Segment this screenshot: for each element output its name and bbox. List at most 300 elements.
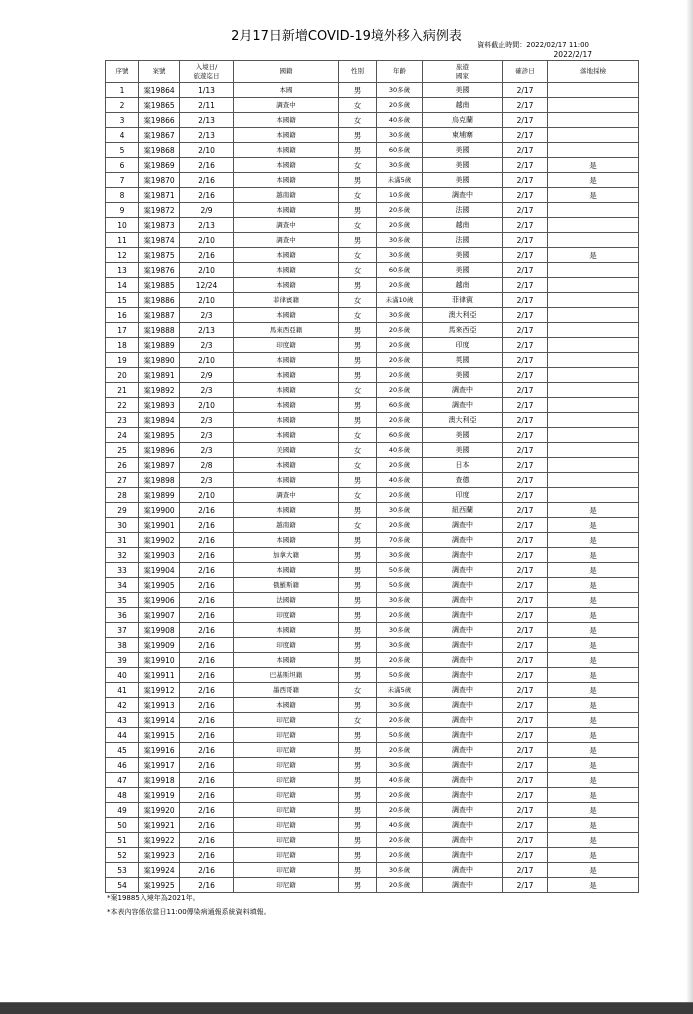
cell-age: 20多歲 bbox=[377, 788, 423, 803]
cell-diagnosis-date: 2/17 bbox=[503, 608, 548, 623]
cell-nationality: 本國籍 bbox=[234, 428, 339, 443]
cell-case-id: 案19919 bbox=[139, 788, 180, 803]
table-row bbox=[106, 773, 639, 788]
cell-diagnosis-date: 2/17 bbox=[503, 128, 548, 143]
cell-airport-test bbox=[548, 353, 639, 368]
table-row bbox=[106, 668, 639, 683]
cell-case-id: 案19896 bbox=[139, 443, 180, 458]
cell-diagnosis-date: 2/17 bbox=[503, 833, 548, 848]
cell-diagnosis-date: 2/17 bbox=[503, 428, 548, 443]
cell-nationality: 越南籍 bbox=[234, 188, 339, 203]
cell-diagnosis-date: 2/17 bbox=[503, 548, 548, 563]
cell-diagnosis-date: 2/17 bbox=[503, 278, 548, 293]
table-row bbox=[106, 488, 639, 503]
cell-diagnosis-date: 2/17 bbox=[503, 203, 548, 218]
cell-diagnosis-date: 2/17 bbox=[503, 668, 548, 683]
cell-entry-date: 2/13 bbox=[180, 128, 234, 143]
cell-entry-date: 2/11 bbox=[180, 98, 234, 113]
cell-travel-country: 調查中 bbox=[423, 698, 503, 713]
cell-airport-test: 是 bbox=[548, 818, 639, 833]
cell-nationality: 本國籍 bbox=[234, 173, 339, 188]
cell-nationality: 本國籍 bbox=[234, 263, 339, 278]
cell-diagnosis-date: 2/17 bbox=[503, 113, 548, 128]
cell-index: 19 bbox=[106, 353, 139, 368]
cell-case-id: 案19924 bbox=[139, 863, 180, 878]
table-row bbox=[106, 263, 639, 278]
cell-diagnosis-date: 2/17 bbox=[503, 518, 548, 533]
cell-age: 40多歲 bbox=[377, 818, 423, 833]
cell-case-id: 案19893 bbox=[139, 398, 180, 413]
cell-travel-country: 調查中 bbox=[423, 668, 503, 683]
cell-travel-country: 調查中 bbox=[423, 398, 503, 413]
cell-sex: 女 bbox=[339, 443, 377, 458]
cell-diagnosis-date: 2/17 bbox=[503, 773, 548, 788]
cell-index: 37 bbox=[106, 623, 139, 638]
cell-entry-date: 2/13 bbox=[180, 323, 234, 338]
cell-airport-test: 是 bbox=[548, 788, 639, 803]
table-row bbox=[106, 368, 639, 383]
cell-entry-date: 2/16 bbox=[180, 503, 234, 518]
cell-nationality: 印尼籍 bbox=[234, 743, 339, 758]
cell-travel-country: 調查中 bbox=[423, 848, 503, 863]
cell-index: 50 bbox=[106, 818, 139, 833]
cell-entry-date: 2/16 bbox=[180, 683, 234, 698]
cell-travel-country: 美國 bbox=[423, 368, 503, 383]
cell-nationality: 俄羅斯籍 bbox=[234, 578, 339, 593]
cell-age: 30多歲 bbox=[377, 128, 423, 143]
cell-sex: 男 bbox=[339, 233, 377, 248]
cell-sex: 男 bbox=[339, 323, 377, 338]
cell-travel-country: 美國 bbox=[423, 158, 503, 173]
cell-case-id: 案19904 bbox=[139, 563, 180, 578]
cell-entry-date: 2/3 bbox=[180, 308, 234, 323]
cell-entry-date: 2/16 bbox=[180, 788, 234, 803]
cell-diagnosis-date: 2/17 bbox=[503, 878, 548, 893]
cell-airport-test: 是 bbox=[548, 743, 639, 758]
cell-diagnosis-date: 2/17 bbox=[503, 848, 548, 863]
cell-sex: 男 bbox=[339, 368, 377, 383]
cell-airport-test: 是 bbox=[548, 833, 639, 848]
cell-airport-test: 是 bbox=[548, 698, 639, 713]
cell-diagnosis-date: 2/17 bbox=[503, 593, 548, 608]
cell-age: 60多歲 bbox=[377, 428, 423, 443]
table-row bbox=[106, 278, 639, 293]
cell-travel-country: 紐西蘭 bbox=[423, 503, 503, 518]
cell-travel-country: 澳大利亞 bbox=[423, 413, 503, 428]
cell-case-id: 案19869 bbox=[139, 158, 180, 173]
cell-age: 60多歲 bbox=[377, 143, 423, 158]
cell-sex: 女 bbox=[339, 188, 377, 203]
cell-airport-test: 是 bbox=[548, 563, 639, 578]
cell-nationality: 本國籍 bbox=[234, 653, 339, 668]
cell-nationality: 本國籍 bbox=[234, 203, 339, 218]
cell-entry-date: 2/16 bbox=[180, 803, 234, 818]
cell-age: 30多歲 bbox=[377, 233, 423, 248]
cell-age: 30多歲 bbox=[377, 623, 423, 638]
cell-case-id: 案19917 bbox=[139, 758, 180, 773]
cell-diagnosis-date: 2/17 bbox=[503, 683, 548, 698]
cell-index: 35 bbox=[106, 593, 139, 608]
cell-index: 20 bbox=[106, 368, 139, 383]
cell-travel-country: 烏克蘭 bbox=[423, 113, 503, 128]
cell-entry-date: 2/16 bbox=[180, 713, 234, 728]
cell-airport-test: 是 bbox=[548, 608, 639, 623]
table-row bbox=[106, 173, 639, 188]
table-row bbox=[106, 728, 639, 743]
cell-case-id: 案19922 bbox=[139, 833, 180, 848]
cell-index: 49 bbox=[106, 803, 139, 818]
table-row bbox=[106, 128, 639, 143]
cell-entry-date: 2/16 bbox=[180, 563, 234, 578]
cell-sex: 男 bbox=[339, 413, 377, 428]
cell-nationality: 法國籍 bbox=[234, 593, 339, 608]
cell-index: 52 bbox=[106, 848, 139, 863]
cell-sex: 女 bbox=[339, 293, 377, 308]
cell-index: 22 bbox=[106, 398, 139, 413]
cell-sex: 女 bbox=[339, 458, 377, 473]
cell-diagnosis-date: 2/17 bbox=[503, 713, 548, 728]
cell-case-id: 案19891 bbox=[139, 368, 180, 383]
cell-sex: 男 bbox=[339, 503, 377, 518]
cell-nationality: 本國籍 bbox=[234, 308, 339, 323]
cell-travel-country: 法國 bbox=[423, 233, 503, 248]
cell-sex: 男 bbox=[339, 728, 377, 743]
table-row bbox=[106, 833, 639, 848]
cell-case-id: 案19875 bbox=[139, 248, 180, 263]
cell-sex: 男 bbox=[339, 848, 377, 863]
cell-airport-test: 是 bbox=[548, 173, 639, 188]
cell-airport-test bbox=[548, 293, 639, 308]
cell-age: 20多歲 bbox=[377, 803, 423, 818]
cell-case-id: 案19867 bbox=[139, 128, 180, 143]
table-row bbox=[106, 323, 639, 338]
cell-diagnosis-date: 2/17 bbox=[503, 503, 548, 518]
cell-nationality: 調查中 bbox=[234, 233, 339, 248]
cell-diagnosis-date: 2/17 bbox=[503, 458, 548, 473]
cell-case-id: 案19870 bbox=[139, 173, 180, 188]
table-row bbox=[106, 683, 639, 698]
cell-sex: 男 bbox=[339, 833, 377, 848]
cell-index: 45 bbox=[106, 743, 139, 758]
cell-diagnosis-date: 2/17 bbox=[503, 158, 548, 173]
table-row bbox=[106, 473, 639, 488]
cell-airport-test: 是 bbox=[548, 188, 639, 203]
cases-table bbox=[105, 60, 639, 893]
table-row bbox=[106, 533, 639, 548]
cell-age: 30多歲 bbox=[377, 248, 423, 263]
cell-diagnosis-date: 2/17 bbox=[503, 248, 548, 263]
cell-nationality: 印尼籍 bbox=[234, 878, 339, 893]
cell-case-id: 案19909 bbox=[139, 638, 180, 653]
cell-nationality: 調查中 bbox=[234, 218, 339, 233]
cell-travel-country: 美國 bbox=[423, 248, 503, 263]
cell-airport-test bbox=[548, 323, 639, 338]
cell-index: 3 bbox=[106, 113, 139, 128]
cell-index: 38 bbox=[106, 638, 139, 653]
cell-entry-date: 2/10 bbox=[180, 353, 234, 368]
cell-entry-date: 2/16 bbox=[180, 533, 234, 548]
cell-travel-country: 美國 bbox=[423, 263, 503, 278]
cell-entry-date: 2/13 bbox=[180, 218, 234, 233]
cell-index: 53 bbox=[106, 863, 139, 878]
cell-age: 20多歲 bbox=[377, 653, 423, 668]
cell-age: 60多歲 bbox=[377, 263, 423, 278]
cell-sex: 女 bbox=[339, 98, 377, 113]
cell-index: 29 bbox=[106, 503, 139, 518]
cell-age: 30多歲 bbox=[377, 863, 423, 878]
cell-index: 51 bbox=[106, 833, 139, 848]
cell-airport-test: 是 bbox=[548, 713, 639, 728]
cell-case-id: 案19925 bbox=[139, 878, 180, 893]
table-row bbox=[106, 353, 639, 368]
table-row bbox=[106, 788, 639, 803]
cell-entry-date: 1/13 bbox=[180, 83, 234, 98]
cell-entry-date: 2/3 bbox=[180, 443, 234, 458]
cell-diagnosis-date: 2/17 bbox=[503, 758, 548, 773]
cell-diagnosis-date: 2/17 bbox=[503, 143, 548, 158]
cell-age: 40多歲 bbox=[377, 113, 423, 128]
cell-sex: 男 bbox=[339, 668, 377, 683]
cell-age: 50多歲 bbox=[377, 578, 423, 593]
cell-nationality: 印尼籍 bbox=[234, 758, 339, 773]
cell-nationality: 印尼籍 bbox=[234, 818, 339, 833]
cell-index: 15 bbox=[106, 293, 139, 308]
cell-diagnosis-date: 2/17 bbox=[503, 188, 548, 203]
cell-nationality: 印尼籍 bbox=[234, 728, 339, 743]
cell-sex: 男 bbox=[339, 473, 377, 488]
cell-travel-country: 調查中 bbox=[423, 593, 503, 608]
table-row bbox=[106, 563, 639, 578]
cell-airport-test bbox=[548, 488, 639, 503]
cell-entry-date: 12/24 bbox=[180, 278, 234, 293]
cell-nationality: 越南籍 bbox=[234, 518, 339, 533]
cell-age: 20多歲 bbox=[377, 833, 423, 848]
cell-diagnosis-date: 2/17 bbox=[503, 308, 548, 323]
cell-entry-date: 2/16 bbox=[180, 173, 234, 188]
cell-index: 48 bbox=[106, 788, 139, 803]
cell-entry-date: 2/16 bbox=[180, 608, 234, 623]
footnote-data-source: *本表內容係依當日11:00傳染病通報系統資料填報。 bbox=[107, 908, 271, 916]
cell-age: 20多歲 bbox=[377, 278, 423, 293]
cell-case-id: 案19872 bbox=[139, 203, 180, 218]
cell-age: 30多歲 bbox=[377, 758, 423, 773]
cell-travel-country: 調查中 bbox=[423, 758, 503, 773]
cell-case-id: 案19921 bbox=[139, 818, 180, 833]
cell-airport-test bbox=[548, 368, 639, 383]
data-cutoff-time: 資料截止時間：2022/02/17 11:00 bbox=[477, 41, 589, 49]
cell-diagnosis-date: 2/17 bbox=[503, 293, 548, 308]
cell-airport-test: 是 bbox=[548, 593, 639, 608]
table-row bbox=[106, 878, 639, 893]
cell-airport-test bbox=[548, 458, 639, 473]
cell-entry-date: 2/16 bbox=[180, 668, 234, 683]
cell-sex: 女 bbox=[339, 158, 377, 173]
cell-case-id: 案19907 bbox=[139, 608, 180, 623]
table-row bbox=[106, 698, 639, 713]
cell-sex: 女 bbox=[339, 428, 377, 443]
cell-airport-test bbox=[548, 203, 639, 218]
cell-case-id: 案19866 bbox=[139, 113, 180, 128]
cell-airport-test: 是 bbox=[548, 863, 639, 878]
cell-age: 20多歲 bbox=[377, 518, 423, 533]
cell-case-id: 案19895 bbox=[139, 428, 180, 443]
cell-index: 31 bbox=[106, 533, 139, 548]
cell-index: 6 bbox=[106, 158, 139, 173]
cell-travel-country: 柬埔寨 bbox=[423, 128, 503, 143]
cell-index: 41 bbox=[106, 683, 139, 698]
cell-travel-country: 調查中 bbox=[423, 653, 503, 668]
cell-entry-date: 2/10 bbox=[180, 233, 234, 248]
cell-sex: 男 bbox=[339, 623, 377, 638]
cell-nationality: 本國籍 bbox=[234, 143, 339, 158]
cell-sex: 男 bbox=[339, 548, 377, 563]
cell-index: 5 bbox=[106, 143, 139, 158]
table-row bbox=[106, 518, 639, 533]
cell-nationality: 本國籍 bbox=[234, 563, 339, 578]
cell-nationality: 印尼籍 bbox=[234, 848, 339, 863]
cell-age: 20多歲 bbox=[377, 383, 423, 398]
table-row bbox=[106, 98, 639, 113]
table-row bbox=[106, 608, 639, 623]
cell-entry-date: 2/10 bbox=[180, 263, 234, 278]
cell-case-id: 案19868 bbox=[139, 143, 180, 158]
cell-airport-test bbox=[548, 428, 639, 443]
table-row bbox=[106, 443, 639, 458]
cell-nationality: 本國籍 bbox=[234, 623, 339, 638]
cell-sex: 男 bbox=[339, 398, 377, 413]
cell-sex: 女 bbox=[339, 218, 377, 233]
cell-airport-test: 是 bbox=[548, 878, 639, 893]
cell-airport-test: 是 bbox=[548, 533, 639, 548]
cell-entry-date: 2/16 bbox=[180, 848, 234, 863]
cell-sex: 男 bbox=[339, 773, 377, 788]
cell-nationality: 本國籍 bbox=[234, 413, 339, 428]
cell-diagnosis-date: 2/17 bbox=[503, 473, 548, 488]
cell-travel-country: 調查中 bbox=[423, 863, 503, 878]
cell-entry-date: 2/16 bbox=[180, 653, 234, 668]
table-row bbox=[106, 638, 639, 653]
table-row bbox=[106, 308, 639, 323]
column-header-diagnosis-date: 確診日 bbox=[503, 61, 548, 83]
cell-age: 20多歲 bbox=[377, 608, 423, 623]
cell-age: 20多歲 bbox=[377, 848, 423, 863]
cell-index: 18 bbox=[106, 338, 139, 353]
cell-sex: 男 bbox=[339, 653, 377, 668]
cell-nationality: 印度籍 bbox=[234, 338, 339, 353]
cell-index: 11 bbox=[106, 233, 139, 248]
cell-entry-date: 2/16 bbox=[180, 188, 234, 203]
cell-nationality: 本國籍 bbox=[234, 278, 339, 293]
cell-case-id: 案19923 bbox=[139, 848, 180, 863]
cell-airport-test bbox=[548, 308, 639, 323]
cell-travel-country: 調查中 bbox=[423, 623, 503, 638]
cell-case-id: 案19887 bbox=[139, 308, 180, 323]
table-row bbox=[106, 803, 639, 818]
cell-travel-country: 美國 bbox=[423, 428, 503, 443]
cell-age: 30多歲 bbox=[377, 698, 423, 713]
cell-case-id: 案19890 bbox=[139, 353, 180, 368]
cell-diagnosis-date: 2/17 bbox=[503, 398, 548, 413]
cell-airport-test: 是 bbox=[548, 248, 639, 263]
cell-age: 50多歲 bbox=[377, 728, 423, 743]
cell-index: 14 bbox=[106, 278, 139, 293]
table-header-row bbox=[106, 61, 639, 83]
cell-index: 27 bbox=[106, 473, 139, 488]
table-row bbox=[106, 83, 639, 98]
cell-travel-country: 調查中 bbox=[423, 608, 503, 623]
cell-travel-country: 越南 bbox=[423, 278, 503, 293]
cell-case-id: 案19865 bbox=[139, 98, 180, 113]
cell-index: 9 bbox=[106, 203, 139, 218]
cell-airport-test: 是 bbox=[548, 728, 639, 743]
cell-age: 未滿10歲 bbox=[377, 293, 423, 308]
cell-age: 50多歲 bbox=[377, 563, 423, 578]
table-row bbox=[106, 293, 639, 308]
cell-airport-test bbox=[548, 218, 639, 233]
cell-age: 未滿5歲 bbox=[377, 173, 423, 188]
cell-nationality: 印度籍 bbox=[234, 608, 339, 623]
cell-index: 10 bbox=[106, 218, 139, 233]
cell-travel-country: 法國 bbox=[423, 203, 503, 218]
cell-age: 30多歲 bbox=[377, 638, 423, 653]
cell-travel-country: 美國 bbox=[423, 143, 503, 158]
cell-sex: 男 bbox=[339, 563, 377, 578]
cell-sex: 男 bbox=[339, 878, 377, 893]
cell-index: 26 bbox=[106, 458, 139, 473]
cell-age: 40多歲 bbox=[377, 473, 423, 488]
cell-airport-test: 是 bbox=[548, 578, 639, 593]
cell-case-id: 案19897 bbox=[139, 458, 180, 473]
cell-diagnosis-date: 2/17 bbox=[503, 98, 548, 113]
cell-age: 30多歲 bbox=[377, 158, 423, 173]
table-row bbox=[106, 743, 639, 758]
cell-case-id: 案19874 bbox=[139, 233, 180, 248]
cell-age: 30多歲 bbox=[377, 308, 423, 323]
cell-case-id: 案19892 bbox=[139, 383, 180, 398]
cell-travel-country: 調查中 bbox=[423, 803, 503, 818]
cell-travel-country: 馬來西亞 bbox=[423, 323, 503, 338]
table-row bbox=[106, 863, 639, 878]
cell-index: 21 bbox=[106, 383, 139, 398]
table-row bbox=[106, 383, 639, 398]
table-row bbox=[106, 398, 639, 413]
cell-age: 20多歲 bbox=[377, 338, 423, 353]
table-row bbox=[106, 203, 639, 218]
cell-entry-date: 2/8 bbox=[180, 458, 234, 473]
cell-travel-country: 調查中 bbox=[423, 578, 503, 593]
cell-sex: 女 bbox=[339, 488, 377, 503]
cell-case-id: 案19905 bbox=[139, 578, 180, 593]
cell-airport-test bbox=[548, 113, 639, 128]
cell-index: 24 bbox=[106, 428, 139, 443]
cell-case-id: 案19915 bbox=[139, 728, 180, 743]
cell-travel-country: 調查中 bbox=[423, 563, 503, 578]
cell-sex: 男 bbox=[339, 143, 377, 158]
cell-index: 32 bbox=[106, 548, 139, 563]
cell-age: 20多歲 bbox=[377, 488, 423, 503]
cell-entry-date: 2/16 bbox=[180, 248, 234, 263]
column-header-index: 序號 bbox=[106, 61, 139, 83]
cell-entry-date: 2/16 bbox=[180, 758, 234, 773]
cell-diagnosis-date: 2/17 bbox=[503, 263, 548, 278]
cell-sex: 男 bbox=[339, 593, 377, 608]
cell-sex: 女 bbox=[339, 263, 377, 278]
cell-airport-test bbox=[548, 128, 639, 143]
cell-age: 20多歲 bbox=[377, 203, 423, 218]
cell-index: 43 bbox=[106, 713, 139, 728]
cell-sex: 男 bbox=[339, 278, 377, 293]
cell-entry-date: 2/16 bbox=[180, 773, 234, 788]
